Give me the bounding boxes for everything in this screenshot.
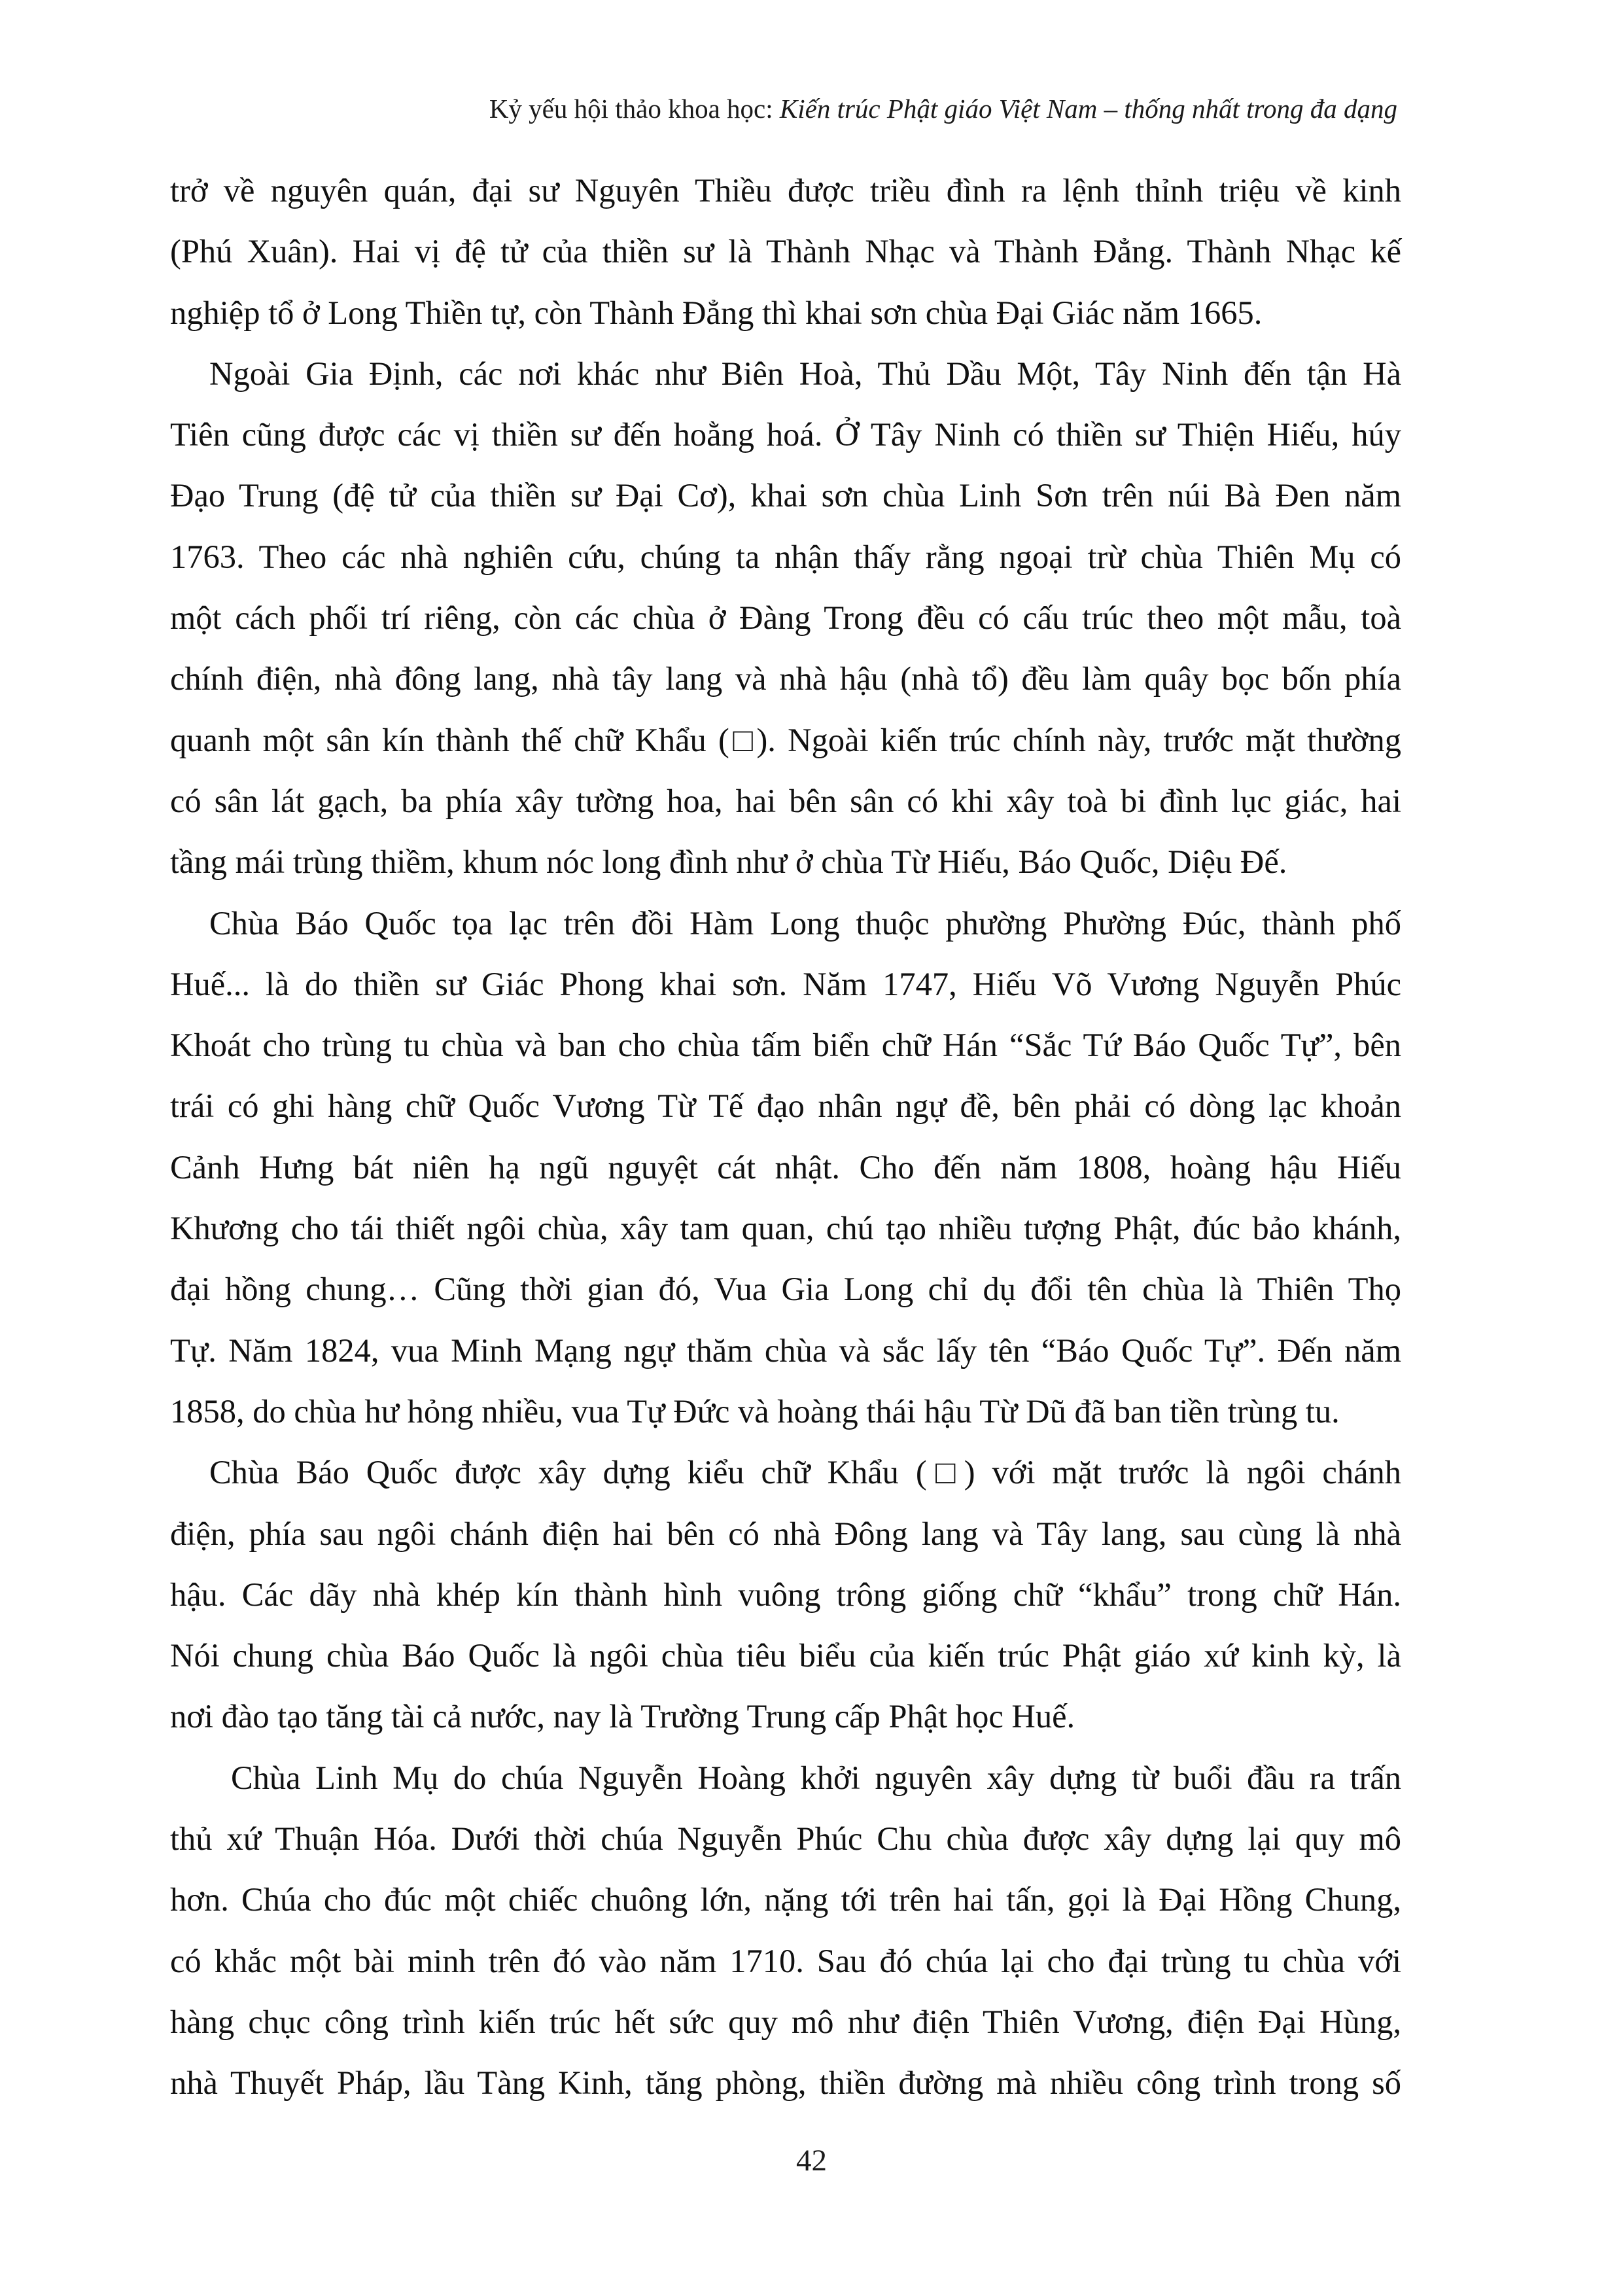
text-line: Ngoài Gia Định, các nơi khác như Biên Hoà, Thủ Dầu Một, Tây Ninh đến tận Hà bbox=[209, 355, 1401, 392]
text-line: Khương cho tái thiết ngôi chùa, xây tam quan, chú tạo nhiều tượng Phật, đúc bảo khánh, bbox=[170, 1210, 1401, 1247]
paragraph bbox=[170, 1442, 1401, 1747]
text-line: Tiên cũng được các vị thiền sư đến hoằng hoá. Ở Tây Ninh có thiền sư Thiện Hiếu, húy bbox=[170, 416, 1401, 453]
text-line: trái có ghi hàng chữ Quốc Vương Từ Tế đạo nhân ngự đề, bên phải có dòng lạc khoản bbox=[170, 1087, 1401, 1125]
running-header bbox=[489, 92, 1397, 126]
text-line: nơi đào tạo tăng tài cả nước, nay là Trường Trung cấp Phật học Huế. bbox=[170, 1698, 1075, 1735]
text-line: (Phú Xuân). Hai vị đệ tử của thiền sư là Thành Nhạc và Thành Đẳng. Thành Nhạc kế bbox=[170, 233, 1401, 270]
text-line: Khoát cho trùng tu chùa và ban cho chùa tấm biển chữ Hán “Sắc Tứ Báo Quốc Tự”, bên bbox=[170, 1027, 1401, 1064]
page-number: 42 bbox=[796, 2144, 827, 2178]
header-prefix: Kỷ yếu hội thảo khoa học: bbox=[489, 94, 780, 124]
text-line: có khắc một bài minh trên đó vào năm 1710. Sau đó chúa lại cho đại trùng tu chùa với bbox=[170, 1942, 1401, 1979]
paragraph bbox=[170, 160, 1401, 344]
text-line: quanh một sân kín thành thế chữ Khẩu (□). Ngoài kiến trúc chính này, trước mặt thường bbox=[170, 721, 1401, 758]
text-line: chính điện, nhà đông lang, nhà tây lang và nhà hậu (nhà tổ) đều làm quây bọc bốn phía bbox=[170, 660, 1401, 698]
text-line: Huế... là do thiền sư Giác Phong khai sơn. Năm 1747, Hiếu Võ Vương Nguyễn Phúc bbox=[170, 965, 1401, 1002]
text-line: nghiệp tổ ở Long Thiền tự, còn Thành Đẳng thì khai sơn chùa Đại Giác năm 1665. bbox=[170, 294, 1263, 331]
text-line: hàng chục công trình kiến trúc hết sức quy mô như điện Thiên Vương, điện Đại Hùng, bbox=[170, 2003, 1401, 2040]
text-line: Chùa Báo Quốc tọa lạc trên đồi Hàm Long thuộc phường Phường Đúc, thành phố bbox=[209, 904, 1401, 942]
text-line: Cảnh Hưng bát niên hạ ngũ nguyệt cát nhật. Cho đến năm 1808, hoàng hậu Hiếu bbox=[170, 1148, 1401, 1186]
text-line: 1763. Theo các nhà nghiên cứu, chúng ta nhận thấy rằng ngoại trừ chùa Thiên Mụ có bbox=[170, 538, 1401, 575]
text-line: một cách phối trí riêng, còn các chùa ở Đàng Trong đều có cấu trúc theo một mẫu, toà bbox=[170, 599, 1401, 637]
paragraph bbox=[170, 1748, 1401, 2114]
text-line: Chùa Linh Mụ do chúa Nguyễn Hoàng khởi nguyên xây dựng từ buổi đầu ra trấn bbox=[231, 1759, 1401, 1796]
text-line: Chùa Báo Quốc được xây dựng kiểu chữ Khẩu (□) với mặt trước là ngôi chánh bbox=[209, 1454, 1401, 1491]
text-line: hậu. Các dãy nhà khép kín thành hình vuông trông giống chữ “khẩu” trong chữ Hán. bbox=[170, 1576, 1401, 1613]
text-line: 1858, do chùa hư hỏng nhiều, vua Tự Đức và hoàng thái hậu Từ Dũ đã ban tiền trùng tu. bbox=[170, 1392, 1340, 1430]
paragraph bbox=[170, 344, 1401, 893]
text-line: Nói chung chùa Báo Quốc là ngôi chùa tiêu biểu của kiến trúc Phật giáo xứ kinh kỳ, là bbox=[170, 1637, 1401, 1674]
text-line: có sân lát gạch, ba phía xây tường hoa, hai bên sân có khi xây toà bi đình lục giác, hai bbox=[170, 782, 1401, 819]
text-line: nhà Thuyết Pháp, lầu Tàng Kinh, tăng phòng, thiền đường mà nhiều công trình trong số bbox=[170, 2064, 1401, 2102]
text-line: trở về nguyên quán, đại sư Nguyên Thiều được triều đình ra lệnh thỉnh triệu về kinh bbox=[170, 172, 1401, 209]
body-text bbox=[170, 160, 1401, 2114]
text-line: hơn. Chúa cho đúc một chiếc chuông lớn, nặng tới trên hai tấn, gọi là Đại Hồng Chung, bbox=[170, 1881, 1401, 1918]
paragraph bbox=[170, 893, 1401, 1443]
text-line: đại hồng chung… Cũng thời gian đó, Vua Gia Long chỉ dụ đổi tên chùa là Thiên Thọ bbox=[170, 1271, 1401, 1308]
header-title: Kiến trúc Phật giáo Việt Nam – thống nhất trong đa dạng bbox=[779, 94, 1397, 124]
text-line: điện, phía sau ngôi chánh điện hai bên có nhà Đông lang và Tây lang, sau cùng là nhà bbox=[170, 1515, 1401, 1552]
text-line: tầng mái trùng thiềm, khum nóc long đình như ở chùa Từ Hiếu, Báo Quốc, Diệu Đế. bbox=[170, 843, 1287, 881]
text-line: thủ xứ Thuận Hóa. Dưới thời chúa Nguyễn Phúc Chu chùa được xây dựng lại quy mô bbox=[170, 1820, 1401, 1858]
text-line: Đạo Trung (đệ tử của thiền sư Đại Cơ), khai sơn chùa Linh Sơn trên núi Bà Đen năm bbox=[170, 477, 1401, 514]
text-line: Tự. Năm 1824, vua Minh Mạng ngự thăm chùa và sắc lấy tên “Báo Quốc Tự”. Đến năm bbox=[170, 1332, 1401, 1369]
